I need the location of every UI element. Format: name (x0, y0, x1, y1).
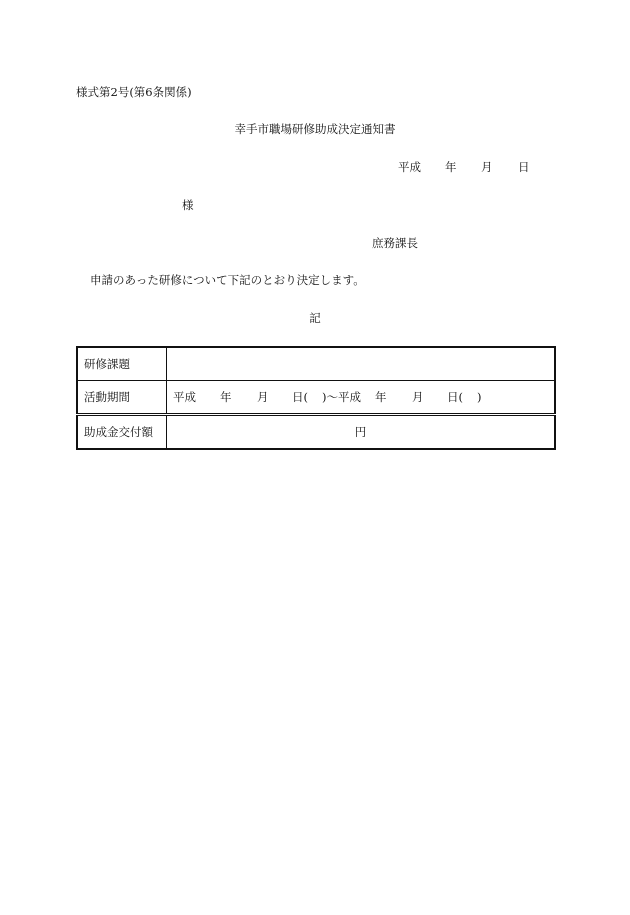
body-text: 申請のあった研修について下記のとおり決定します。 (90, 273, 365, 287)
date-year: 年 (445, 160, 457, 174)
period-end-year: 年 (375, 390, 387, 404)
value-activity-period (167, 381, 556, 415)
addressee-suffix: 様 (182, 198, 194, 212)
table-row (77, 347, 555, 381)
label-grant-amount: 助成金交付額 (77, 415, 167, 450)
period-start-era: 平成 (173, 390, 196, 404)
info-table (76, 346, 556, 450)
form-number: 様式第2号(第6条関係) (76, 85, 192, 99)
table-row (77, 381, 555, 415)
period-end-day: 日( (447, 390, 463, 404)
date-month: 月 (481, 160, 493, 174)
date-era: 平成 (398, 160, 421, 174)
date-line (398, 160, 530, 174)
value-grant-amount: 円 (167, 415, 556, 450)
period-start-year: 年 (220, 390, 232, 404)
issuer: 庶務課長 (372, 236, 418, 250)
period-end-month: 月 (412, 390, 424, 404)
period-start-day: 日( (292, 390, 308, 404)
period-start-close: )〜平成 (322, 390, 361, 404)
label-activity-period: 活動期間 (77, 381, 167, 415)
period-start-month: 月 (257, 390, 269, 404)
table-row (77, 415, 555, 450)
label-training-topic: 研修課題 (77, 347, 167, 381)
ki-label: 記 (309, 311, 321, 325)
value-training-topic (167, 347, 556, 381)
document-title: 幸手市職場研修助成決定通知書 (234, 122, 396, 136)
period-end-close: ) (477, 390, 482, 404)
date-day: 日 (518, 160, 530, 174)
